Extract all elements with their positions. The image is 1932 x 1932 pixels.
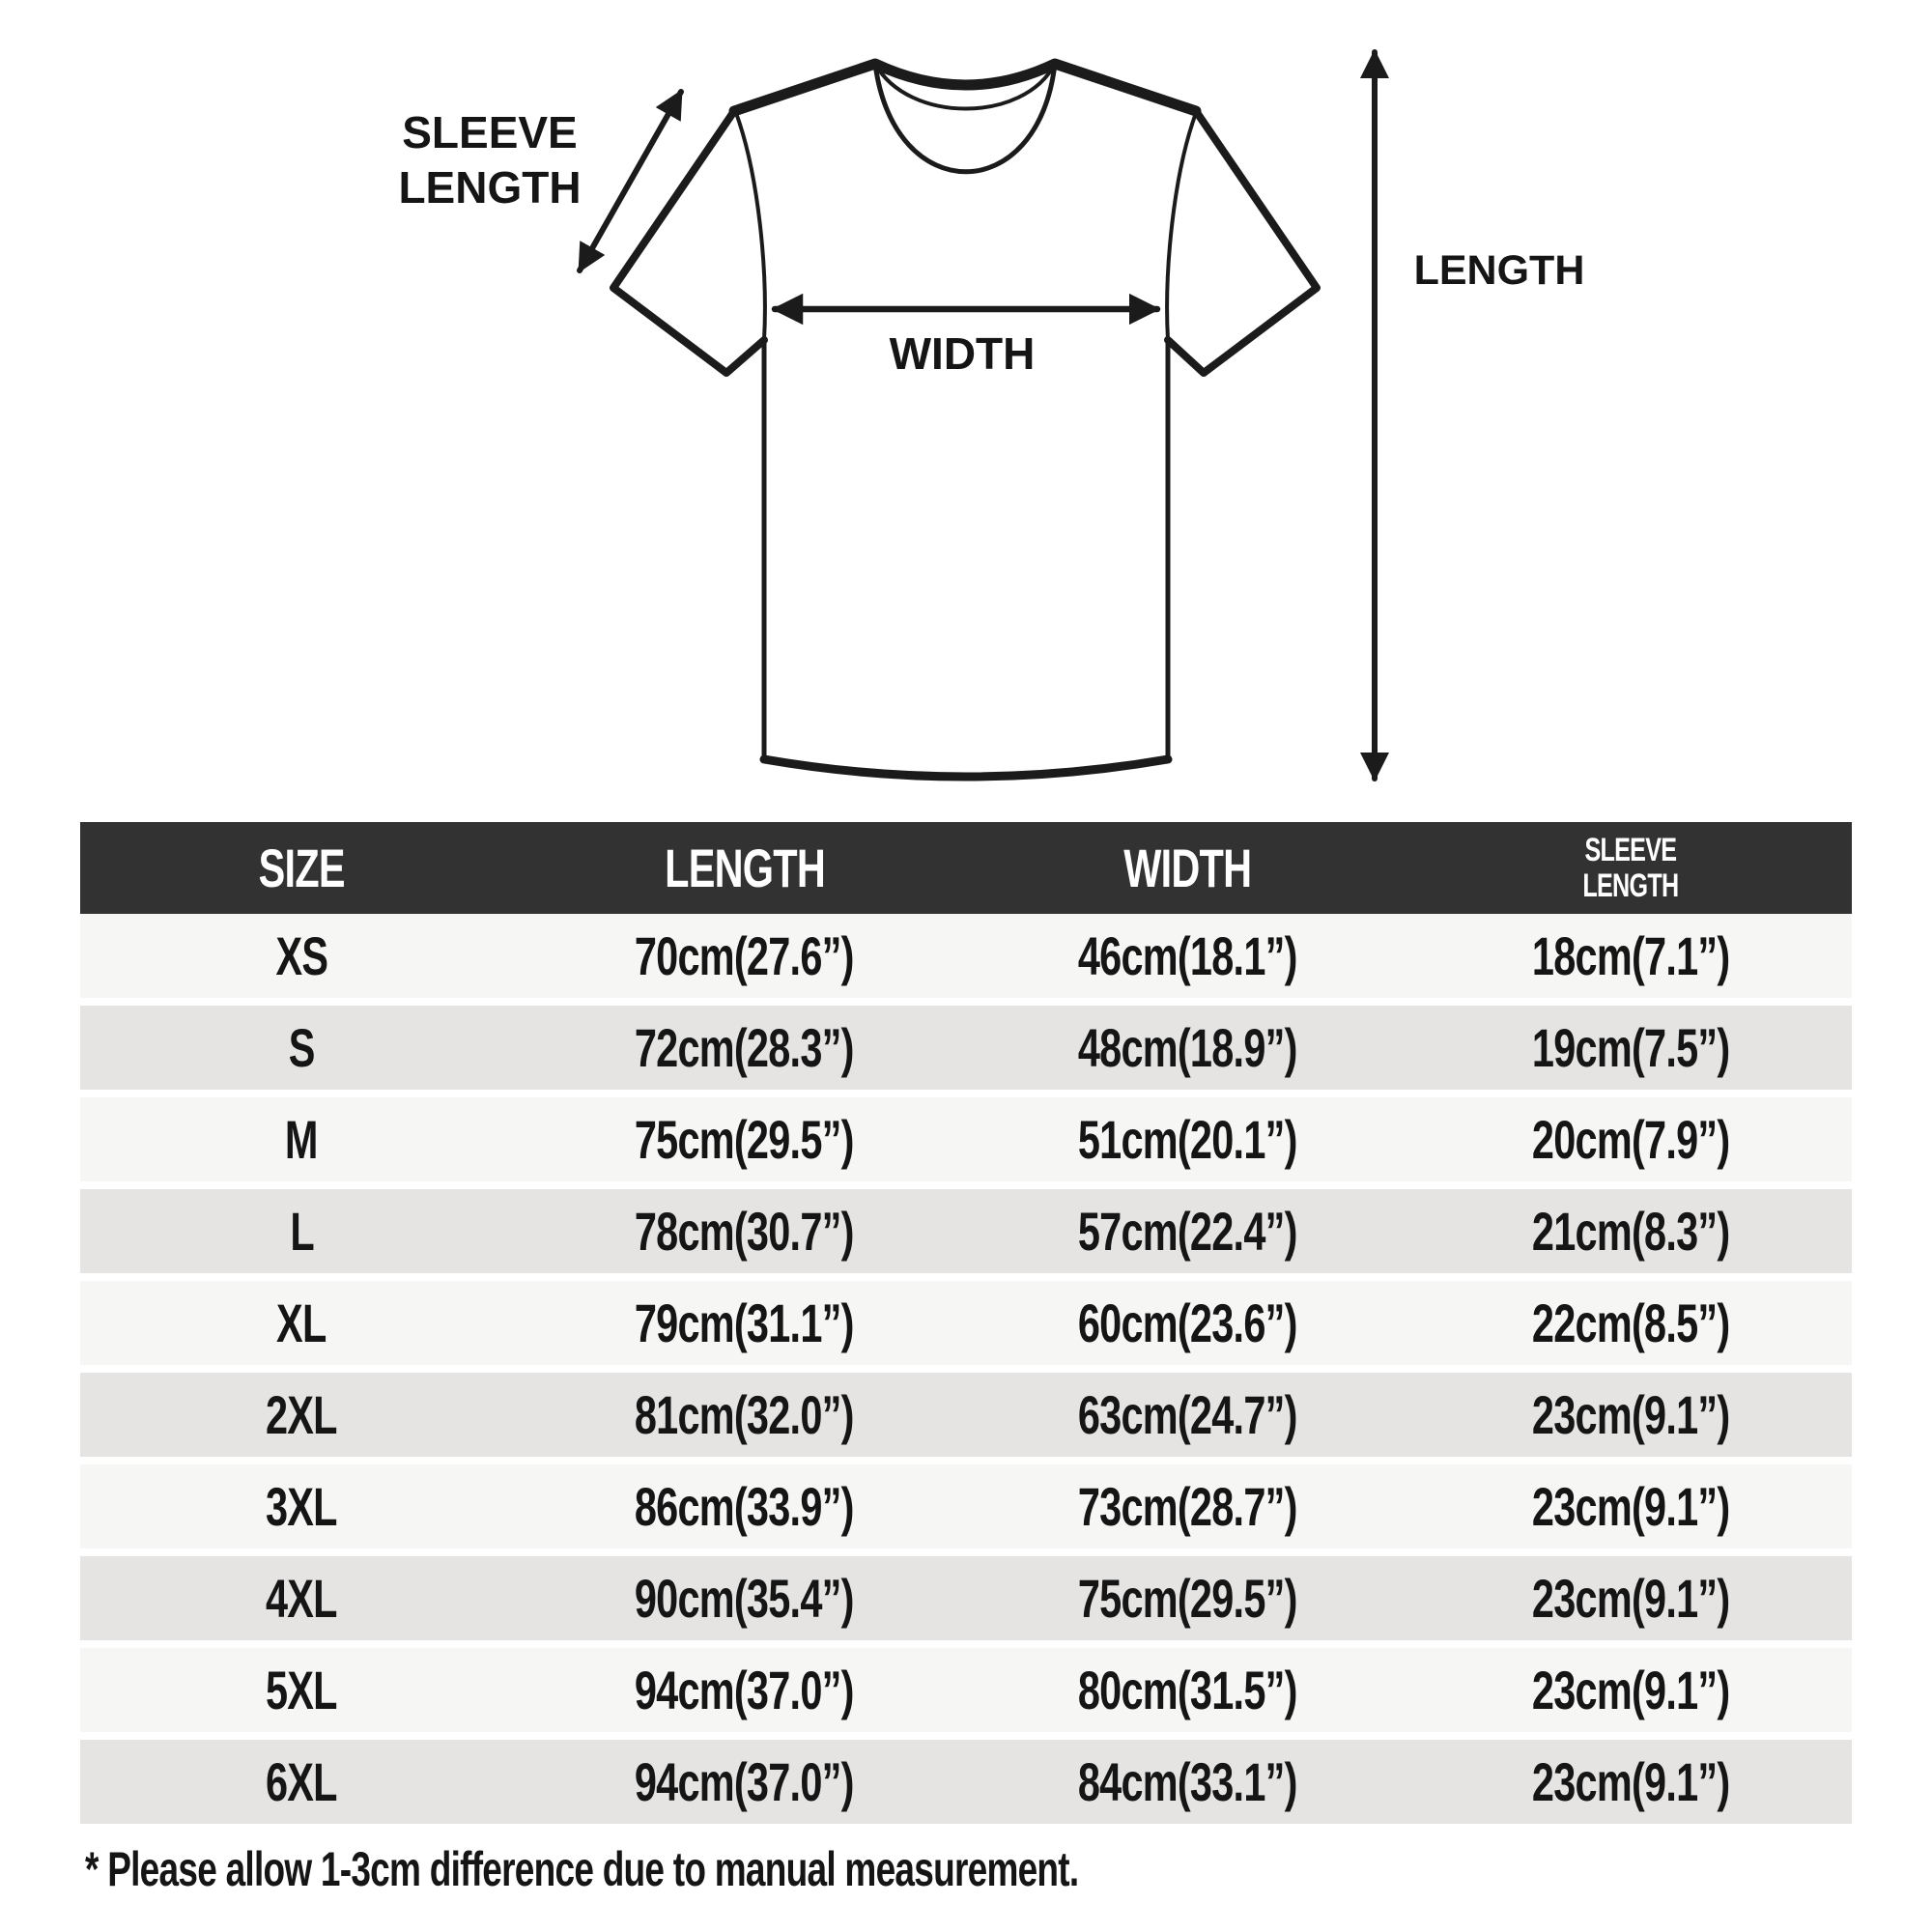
footnote-text: * Please allow 1-3cm difference due to manual measurement. bbox=[85, 1842, 1079, 1896]
header-size bbox=[80, 837, 524, 898]
table-row bbox=[80, 1097, 1852, 1189]
cell-sleeve-length bbox=[1409, 924, 1853, 986]
sleeve-length-value: 18cm(7.1”) bbox=[1531, 924, 1730, 986]
width-label: WIDTH bbox=[889, 328, 1036, 379]
cell-width bbox=[966, 1200, 1409, 1262]
header-width bbox=[966, 837, 1409, 898]
cell-length bbox=[524, 1383, 967, 1445]
length-value: 72cm(28.3”) bbox=[635, 1016, 855, 1078]
cell-length bbox=[524, 1016, 967, 1078]
header-size-label: SIZE bbox=[258, 837, 345, 898]
sleeve-length-value: 19cm(7.5”) bbox=[1531, 1016, 1730, 1078]
cell-width bbox=[966, 1750, 1409, 1812]
cell-width bbox=[966, 1567, 1409, 1629]
header-length-label: LENGTH bbox=[664, 837, 825, 898]
cell-sleeve-length bbox=[1409, 1475, 1853, 1537]
cell-size bbox=[80, 1200, 524, 1262]
width-value: 57cm(22.4”) bbox=[1077, 1200, 1297, 1262]
header-sleeve-length-label: SLEEVE LENGTH bbox=[1582, 831, 1679, 904]
tshirt-measurement-diagram bbox=[0, 0, 1932, 822]
cell-length bbox=[524, 1200, 967, 1262]
size-value: XL bbox=[276, 1292, 327, 1353]
size-value: 6XL bbox=[266, 1750, 338, 1812]
cell-width bbox=[966, 1475, 1409, 1537]
header-length bbox=[524, 837, 967, 898]
width-value: 84cm(33.1”) bbox=[1077, 1750, 1297, 1812]
cell-size bbox=[80, 1108, 524, 1170]
width-value: 63cm(24.7”) bbox=[1077, 1383, 1297, 1445]
table-row bbox=[80, 1740, 1852, 1832]
cell-length bbox=[524, 924, 967, 986]
length-value: 79cm(31.1”) bbox=[635, 1292, 855, 1353]
cell-length bbox=[524, 1108, 967, 1170]
size-table bbox=[80, 822, 1852, 1832]
width-value: 75cm(29.5”) bbox=[1077, 1567, 1297, 1629]
length-value: 94cm(37.0”) bbox=[635, 1750, 855, 1812]
sleeve-length-value: 23cm(9.1”) bbox=[1531, 1567, 1730, 1629]
cell-size bbox=[80, 1016, 524, 1078]
width-value: 73cm(28.7”) bbox=[1077, 1475, 1297, 1537]
width-value: 48cm(18.9”) bbox=[1077, 1016, 1297, 1078]
length-label: LENGTH bbox=[1413, 247, 1585, 294]
cell-size bbox=[80, 1659, 524, 1720]
cell-sleeve-length bbox=[1409, 1292, 1853, 1353]
table-row bbox=[80, 1373, 1852, 1464]
table-row bbox=[80, 1189, 1852, 1281]
cell-length bbox=[524, 1750, 967, 1812]
cell-size bbox=[80, 924, 524, 986]
table-row bbox=[80, 1556, 1852, 1648]
cell-size bbox=[80, 1292, 524, 1353]
cell-sleeve-length bbox=[1409, 1200, 1853, 1262]
sleeve-length-value: 23cm(9.1”) bbox=[1531, 1475, 1730, 1537]
cell-length bbox=[524, 1475, 967, 1537]
size-value: 4XL bbox=[266, 1567, 338, 1629]
size-table-body bbox=[80, 914, 1852, 1832]
table-row bbox=[80, 1648, 1852, 1740]
cell-length bbox=[524, 1659, 967, 1720]
width-value: 46cm(18.1”) bbox=[1077, 924, 1297, 986]
width-value: 80cm(31.5”) bbox=[1077, 1659, 1297, 1720]
cell-sleeve-length bbox=[1409, 1383, 1853, 1445]
size-value: 3XL bbox=[266, 1475, 338, 1537]
length-value: 70cm(27.6”) bbox=[635, 924, 855, 986]
cell-size bbox=[80, 1750, 524, 1812]
cell-width bbox=[966, 924, 1409, 986]
length-value: 81cm(32.0”) bbox=[635, 1383, 855, 1445]
sleeve-length-value: 22cm(8.5”) bbox=[1531, 1292, 1730, 1353]
cell-size bbox=[80, 1475, 524, 1537]
size-value: S bbox=[288, 1016, 315, 1078]
cell-sleeve-length bbox=[1409, 1108, 1853, 1170]
sleeve-length-value: 23cm(9.1”) bbox=[1531, 1383, 1730, 1445]
sleeve-length-value: 23cm(9.1”) bbox=[1531, 1750, 1730, 1812]
cell-length bbox=[524, 1292, 967, 1353]
header-sleeve-length bbox=[1409, 833, 1853, 904]
cell-size bbox=[80, 1567, 524, 1629]
size-value: 2XL bbox=[266, 1383, 338, 1445]
cell-length bbox=[524, 1567, 967, 1629]
cell-width bbox=[966, 1108, 1409, 1170]
sleeve-length-value: 20cm(7.9”) bbox=[1531, 1108, 1730, 1170]
table-row bbox=[80, 914, 1852, 1006]
table-header-row bbox=[80, 822, 1852, 914]
cell-sleeve-length bbox=[1409, 1659, 1853, 1720]
width-value: 51cm(20.1”) bbox=[1077, 1108, 1297, 1170]
size-value: XS bbox=[275, 924, 328, 986]
length-value: 78cm(30.7”) bbox=[635, 1200, 855, 1262]
sleeve-length-label-line1: SLEEVE bbox=[402, 107, 578, 157]
cell-width bbox=[966, 1383, 1409, 1445]
cell-width bbox=[966, 1016, 1409, 1078]
sleeve-length-value: 21cm(8.3”) bbox=[1531, 1200, 1730, 1262]
size-value: 5XL bbox=[266, 1659, 338, 1720]
size-value: M bbox=[285, 1108, 319, 1170]
cell-width bbox=[966, 1659, 1409, 1720]
length-value: 75cm(29.5”) bbox=[635, 1108, 855, 1170]
sleeve-length-value: 23cm(9.1”) bbox=[1531, 1659, 1730, 1720]
header-width-label: WIDTH bbox=[1123, 837, 1252, 898]
length-value: 90cm(35.4”) bbox=[635, 1567, 855, 1629]
width-value: 60cm(23.6”) bbox=[1077, 1292, 1297, 1353]
size-value: L bbox=[289, 1200, 314, 1262]
cell-width bbox=[966, 1292, 1409, 1353]
cell-sleeve-length bbox=[1409, 1567, 1853, 1629]
table-row bbox=[80, 1006, 1852, 1097]
length-value: 94cm(37.0”) bbox=[635, 1659, 855, 1720]
table-row bbox=[80, 1281, 1852, 1373]
cell-sleeve-length bbox=[1409, 1750, 1853, 1812]
footnote bbox=[85, 1842, 1428, 1896]
cell-sleeve-length bbox=[1409, 1016, 1853, 1078]
table-row bbox=[80, 1464, 1852, 1556]
cell-size bbox=[80, 1383, 524, 1445]
sleeve-length-label-line2: LENGTH bbox=[398, 162, 582, 213]
length-value: 86cm(33.9”) bbox=[635, 1475, 855, 1537]
